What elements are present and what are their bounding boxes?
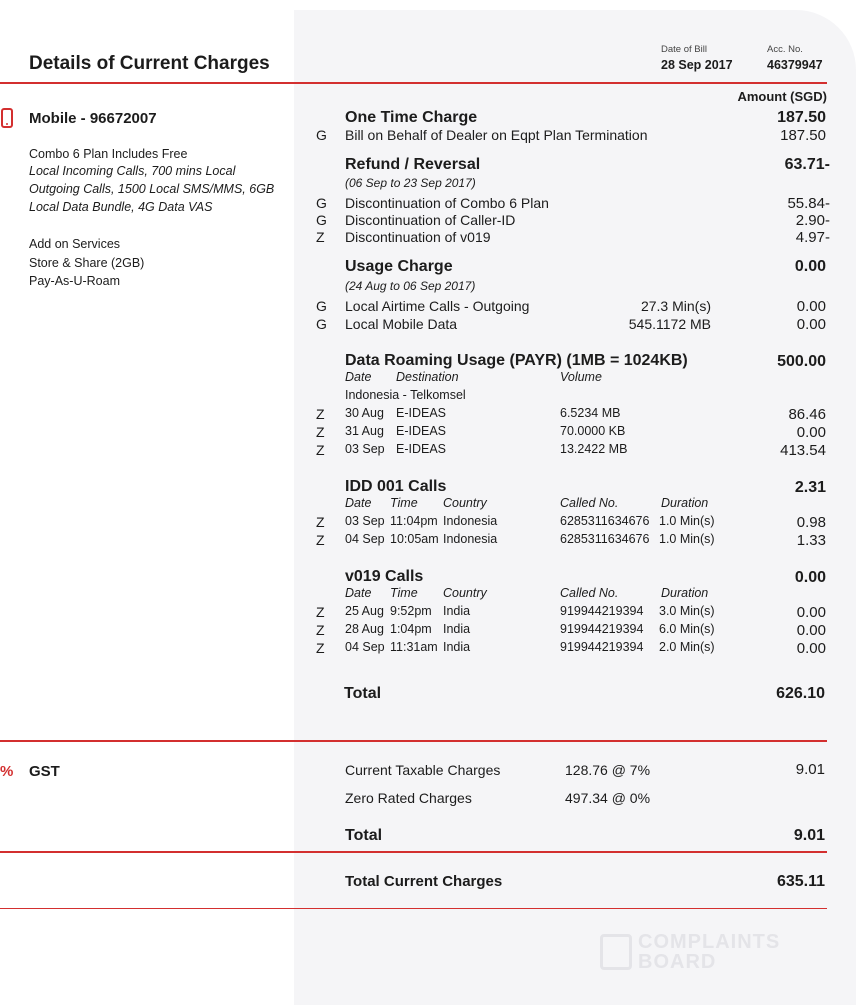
charge-amount: 187.50 [780, 127, 826, 144]
gst-title: GST [29, 763, 60, 780]
call-duration: 3.0 Min(s) [659, 604, 715, 618]
charge-amount: 0.00 [796, 640, 826, 657]
col-date: Date [345, 370, 372, 384]
charge-amount: 4.97- [795, 229, 830, 246]
charge-qty: 545.1172 MB [628, 316, 711, 332]
charge-desc: Discontinuation of Combo 6 Plan [345, 195, 549, 211]
charge-amount: 55.84- [787, 195, 830, 212]
call-duration: 1.0 Min(s) [659, 514, 715, 528]
roaming-network: Indonesia - Telkomsel [345, 388, 466, 402]
call-country: India [443, 640, 471, 654]
call-date: 25 Aug [345, 604, 384, 618]
roaming-dest: E-IDEAS [396, 424, 447, 438]
roaming-total: 500.00 [777, 353, 826, 370]
charge-code: Z [316, 424, 325, 440]
call-country: Indonesia [443, 532, 498, 546]
roaming-title: Data Roaming Usage (PAYR) (1MB = 1024KB) [345, 352, 688, 369]
col-country: Country [443, 586, 487, 600]
call-number: 919944219394 [560, 640, 644, 654]
charge-amount: 0.00 [796, 604, 826, 621]
watermark-line: COMPLAINTS [638, 931, 781, 953]
charge-code: Z [316, 604, 325, 620]
col-date: Date [345, 586, 372, 600]
col-called: Called No. [560, 586, 619, 600]
header-divider [0, 82, 827, 84]
call-duration: 2.0 Min(s) [659, 640, 715, 654]
charge-amount: 0.00 [796, 298, 826, 315]
call-number: 6285311634676 [560, 514, 650, 528]
page-title: Details of Current Charges [29, 53, 270, 74]
plan-desc-line: Outgoing Calls, 1500 Local SMS/MMS, 6GB [29, 182, 275, 196]
gst-row-label: Current Taxable Charges [345, 762, 501, 778]
watermark-shield-icon [600, 934, 632, 970]
col-duration: Duration [661, 586, 709, 600]
gst-total-label: Total [345, 827, 383, 844]
col-date: Date [345, 496, 372, 510]
call-time: 9:52pm [390, 604, 432, 618]
usage-period: (24 Aug to 06 Sep 2017) [345, 279, 476, 293]
call-duration: 1.0 Min(s) [659, 532, 715, 546]
roaming-date: 30 Aug [345, 406, 384, 420]
charge-amount: 86.46 [788, 406, 826, 423]
charge-amount: 1.33 [796, 532, 826, 549]
call-date: 03 Sep [345, 514, 385, 528]
refund-period: (06 Sep to 23 Sep 2017) [345, 176, 476, 190]
charge-amount: 0.00 [796, 424, 826, 441]
section-divider [0, 908, 827, 909]
charge-code: G [316, 316, 327, 332]
call-duration: 6.0 Min(s) [659, 622, 715, 636]
mobile-total-label: Total [344, 685, 382, 702]
col-time: Time [390, 496, 418, 510]
charge-amount: 0.00 [796, 622, 826, 639]
charge-amount: 2.90- [795, 212, 830, 229]
col-destination: Destination [396, 370, 459, 384]
mobile-title: Mobile - 96672007 [29, 110, 157, 127]
roaming-volume: 13.2422 MB [560, 442, 628, 456]
roaming-volume: 70.0000 KB [560, 424, 626, 438]
plan-title: Combo 6 Plan Includes Free [29, 147, 188, 161]
call-date: 04 Sep [345, 532, 385, 546]
one-time-title: One Time Charge [345, 109, 478, 126]
call-number: 919944219394 [560, 622, 644, 636]
mobile-total-amount: 626.10 [776, 685, 825, 702]
usage-total: 0.00 [794, 258, 826, 275]
acc-no: 46379947 [767, 58, 823, 72]
charge-code: G [316, 212, 327, 228]
watermark-logo [600, 932, 780, 972]
amount-header: Amount (SGD) [737, 89, 827, 104]
call-time: 11:04pm [390, 514, 438, 528]
one-time-total: 187.50 [777, 109, 826, 126]
call-number: 919944219394 [560, 604, 644, 618]
charge-code: G [316, 298, 327, 314]
charge-code: Z [316, 514, 325, 530]
charge-code: Z [316, 406, 325, 422]
idd-total: 2.31 [794, 479, 826, 496]
charge-code: Z [316, 622, 325, 638]
v019-total: 0.00 [794, 569, 826, 586]
plan-desc-line: Local Incoming Calls, 700 mins Local [29, 164, 236, 178]
charge-amount: 413.54 [780, 442, 826, 459]
charge-code: Z [316, 640, 325, 656]
roaming-date: 03 Sep [345, 442, 385, 456]
addon-title: Add on Services [29, 237, 121, 251]
roaming-date: 31 Aug [345, 424, 384, 438]
usage-title: Usage Charge [345, 258, 453, 275]
gst-row-amount: 9.01 [795, 761, 825, 778]
call-number: 6285311634676 [560, 532, 650, 546]
call-time: 11:31am [390, 640, 438, 654]
charge-desc: Discontinuation of v019 [345, 229, 491, 245]
section-divider [0, 851, 827, 853]
gst-row-label: Zero Rated Charges [345, 790, 472, 806]
date-of-bill-label: Date of Bill [661, 44, 707, 55]
call-date: 04 Sep [345, 640, 385, 654]
col-duration: Duration [661, 496, 709, 510]
charge-code: G [316, 195, 327, 211]
charge-code: Z [316, 229, 325, 245]
col-called: Called No. [560, 496, 619, 510]
charge-desc: Local Mobile Data [345, 316, 458, 332]
charge-qty: 27.3 Min(s) [640, 298, 711, 314]
call-country: India [443, 622, 471, 636]
col-time: Time [390, 586, 418, 600]
charge-amount: 0.98 [796, 514, 826, 531]
acc-no-label: Acc. No. [767, 44, 803, 55]
charge-code: G [316, 127, 327, 143]
plan-desc-line: Local Data Bundle, 4G Data VAS [29, 200, 213, 214]
call-country: Indonesia [443, 514, 498, 528]
col-volume: Volume [560, 370, 602, 384]
addon-item: Store & Share (2GB) [29, 256, 145, 270]
roaming-dest: E-IDEAS [396, 406, 447, 420]
call-time: 1:04pm [390, 622, 432, 636]
idd-title: IDD 001 Calls [345, 478, 447, 495]
charge-code: Z [316, 532, 325, 548]
call-country: India [443, 604, 471, 618]
charge-amount: 0.00 [796, 316, 826, 333]
charge-desc: Discontinuation of Caller-ID [345, 212, 516, 228]
section-divider [0, 740, 827, 742]
mobile-phone-icon [1, 108, 13, 128]
roaming-dest: E-IDEAS [396, 442, 447, 456]
date-of-bill: 28 Sep 2017 [661, 58, 733, 72]
grand-total-amount: 635.11 [776, 873, 825, 890]
charge-desc: Bill on Behalf of Dealer on Eqpt Plan Termination [345, 127, 648, 143]
roaming-volume: 6.5234 MB [560, 406, 621, 420]
gst-total-amount: 9.01 [793, 827, 825, 844]
grand-total-label: Total Current Charges [345, 873, 503, 890]
call-date: 28 Aug [345, 622, 384, 636]
watermark-line: BOARD [638, 951, 717, 973]
charge-code: Z [316, 442, 325, 458]
gst-row-rate: 497.34 @ 0% [565, 790, 651, 806]
refund-title: Refund / Reversal [345, 156, 481, 173]
gst-row-rate: 128.76 @ 7% [565, 762, 651, 778]
charge-desc: Local Airtime Calls - Outgoing [345, 298, 530, 314]
v019-title: v019 Calls [345, 568, 424, 585]
refund-total: 63.71- [784, 156, 830, 173]
col-country: Country [443, 496, 487, 510]
call-time: 10:05am [390, 532, 439, 546]
addon-item: Pay-As-U-Roam [29, 274, 120, 288]
percent-icon: % [0, 763, 14, 780]
